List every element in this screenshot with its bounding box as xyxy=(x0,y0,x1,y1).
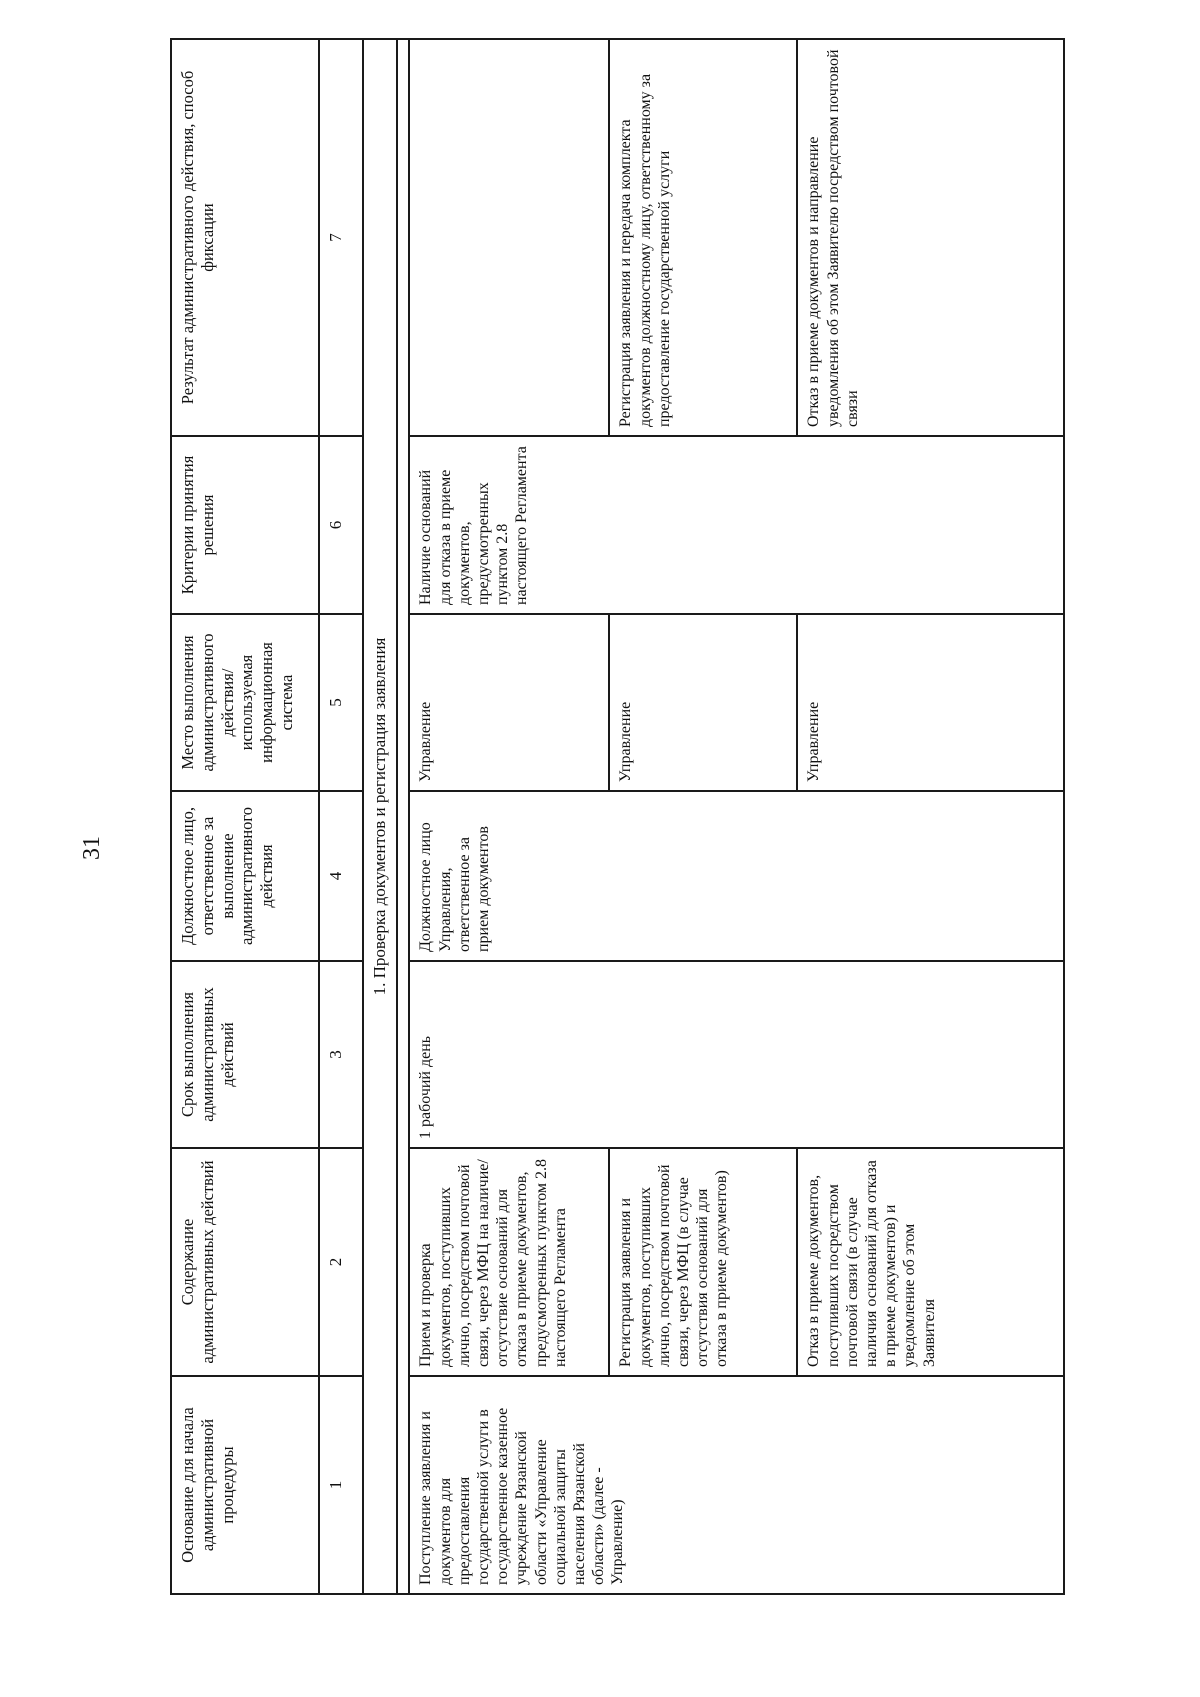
header-action-content: Содержание административных действий xyxy=(171,1148,319,1376)
place-cell: Управление xyxy=(797,614,1064,791)
column-number: 4 xyxy=(319,791,363,961)
page-number: 31 xyxy=(79,836,105,860)
basis-cell: Поступление заявления и документов для предоставления государственной услуги в государственное казенное учреждение Рязанской области «Управление социальной защиты населения Рязанской области» (далее - Управление) xyxy=(409,1376,1064,1594)
header-term: Срок выполнения административных действий xyxy=(171,961,319,1148)
result-cell: Отказ в приеме документов и направление уведомления об этом Заявителю посредством почтовой связи xyxy=(797,39,1064,436)
column-numbers-row xyxy=(319,39,363,1594)
header-basis: Основание для начала административной процедуры xyxy=(171,1376,319,1594)
rotated-page xyxy=(170,40,1065,1595)
section-title-row xyxy=(363,39,397,1594)
action-cell: Отказ в приеме документов, поступивших посредством почтовой связи (в случае наличия оснований для отказа в приеме документов) и уведомление об этом Заявителя xyxy=(797,1148,1064,1376)
header-result: Результат административного действия, способ фиксации xyxy=(171,39,319,436)
result-cell xyxy=(409,39,609,436)
column-number: 3 xyxy=(319,961,363,1148)
gap-cell xyxy=(397,39,409,1594)
result-cell: Регистрация заявления и передача комплекта документов должностному лицу, ответственному за предоставление государственной услуги xyxy=(609,39,797,436)
column-number: 7 xyxy=(319,39,363,436)
column-number: 1 xyxy=(319,1376,363,1594)
gap-row xyxy=(397,39,409,1594)
column-number: 2 xyxy=(319,1148,363,1376)
table-row xyxy=(409,39,609,1594)
place-cell: Управление xyxy=(409,614,609,791)
place-cell: Управление xyxy=(609,614,797,791)
criteria-cell: Наличие оснований для отказа в приеме документов, предусмотренных пунктом 2.8 настоящего Регламента xyxy=(409,436,1064,614)
term-cell: 1 рабочий день xyxy=(409,961,1064,1148)
action-cell: Прием и проверка документов, поступивших лично, посредством почтовой связи, через МФЦ на наличие/отсутствие оснований для отказа в приеме документов, предусмотренных пунктом 2.8 настоящего Регламента xyxy=(409,1148,609,1376)
official-cell: Должностное лицо Управления, ответственное за прием документов xyxy=(409,791,1064,961)
section-title: 1. Проверка документов и регистрация заявления xyxy=(363,39,397,1594)
column-number: 6 xyxy=(319,436,363,614)
header-responsible-official: Должностное лицо, ответственное за выполнение административного действия xyxy=(171,791,319,961)
action-cell: Регистрация заявления и документов, поступивших лично, посредством почтовой связи, через МФЦ (в случае отсутствия оснований для отказа в приеме документов) xyxy=(609,1148,797,1376)
table-header-row xyxy=(171,39,319,1594)
header-place-system: Место выполнения административного действия/ используемая информационная система xyxy=(171,614,319,791)
administrative-procedures-table xyxy=(170,38,1065,1595)
header-criteria: Критерии принятия решения xyxy=(171,436,319,614)
column-number: 5 xyxy=(319,614,363,791)
